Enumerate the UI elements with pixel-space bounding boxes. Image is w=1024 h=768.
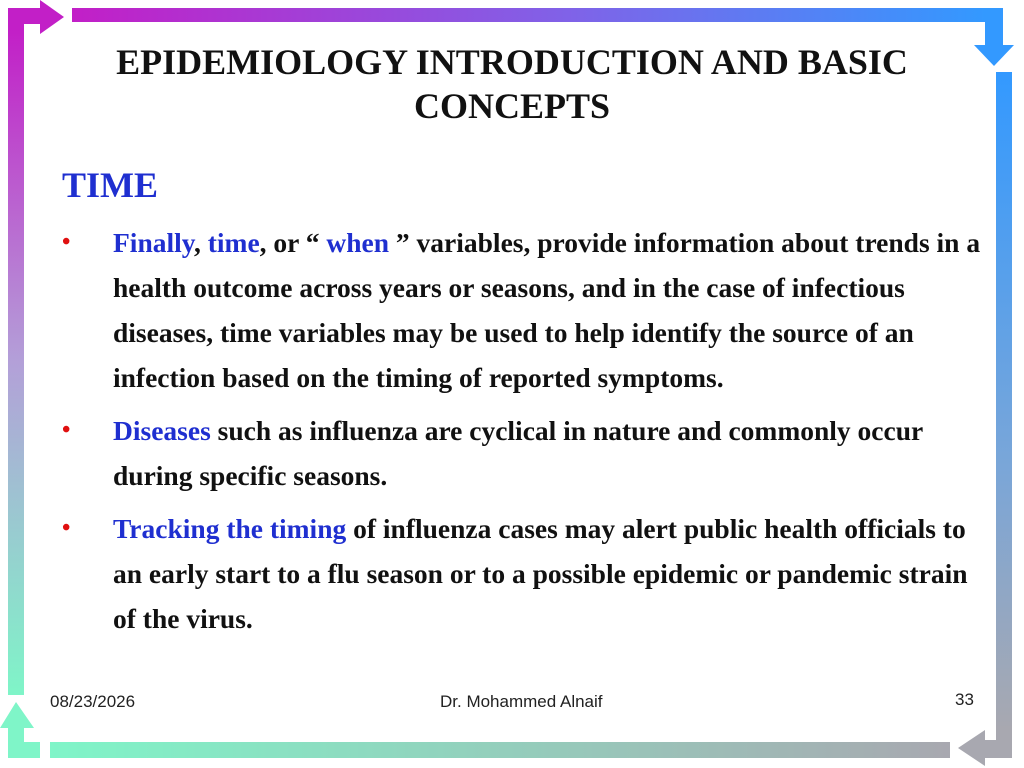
body-text: ” variables, provide information about trends in a health outcome across years or seasons, and in the case of infectious diseases, time variables may be used to help identify the source of an infection based on the timing of reported symptoms. [113, 227, 981, 393]
body-text: such as influenza are cyclical in nature and commonly occur during specific seasons. [113, 415, 923, 491]
section-heading: TIME [62, 165, 159, 205]
bullet-list [62, 220, 992, 649]
highlight-text: when [326, 227, 390, 258]
slide-title: EPIDEMIOLOGY INTRODUCTION AND BASIC CONCEPTS [116, 42, 908, 126]
frame-top-arrow [72, 8, 985, 22]
bullet-item [62, 506, 992, 641]
body-text: of influenza cases may alert public health officials to an early start to a flu season or to a possible epidemic or pandemic strain of the virus. [113, 513, 968, 634]
bullet-icon: • [62, 515, 71, 541]
highlight-text: Diseases [113, 415, 211, 446]
body-text: , or “ [259, 227, 327, 258]
bullet-icon: • [62, 229, 71, 255]
footer-date: 08/23/2026 [50, 692, 136, 711]
bullet-item [62, 220, 992, 400]
highlight-text: Tracking the timing [113, 513, 347, 544]
frame-right-bar [996, 72, 1012, 730]
body-text: , [194, 227, 208, 258]
frame-bottom-right-arrow [958, 730, 1012, 766]
page-number: 33 [955, 690, 974, 709]
highlight-text: Finally [113, 227, 194, 258]
frame-top-left-arrow [8, 0, 64, 34]
frame-bottom-left-arrow [0, 702, 40, 758]
footer-author: Dr. Mohammed Alnaif [440, 692, 603, 711]
frame-bottom-bar [50, 742, 950, 758]
bullet-icon: • [62, 417, 71, 443]
bullet-item [62, 408, 992, 498]
frame-left-bar [8, 30, 24, 695]
highlight-text: time [207, 227, 260, 258]
